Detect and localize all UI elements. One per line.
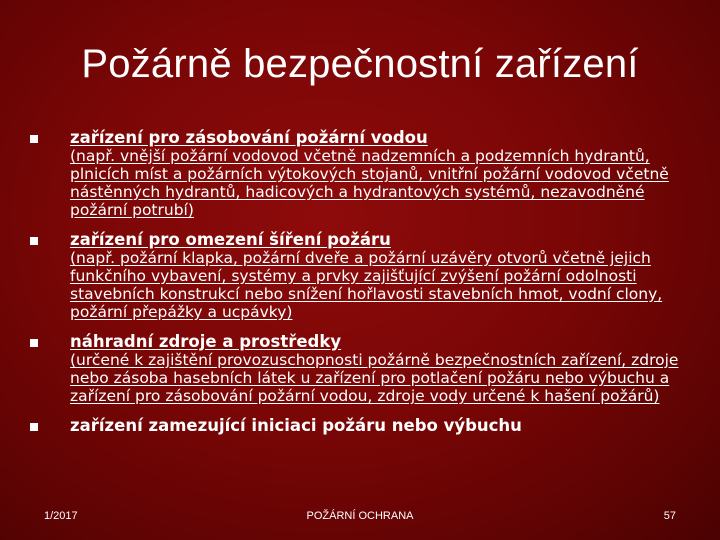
item-heading: náhradní zdroje a prostředky (70, 332, 342, 351)
list-item (30, 230, 690, 321)
item-description: (např. požární klapka, požární dveře a požární uzávěry otvorů včetně jejich funkčního vybavení, systémy a prvky zajišťující zvýšení požární odolnosti stavebních konstrukcí nebo snížení hořlavosti stavebních hmot, vodní clony, požární přepážky a ucpávky) (70, 249, 663, 321)
slide-number: 57 (663, 510, 676, 522)
square-bullet-icon (30, 237, 38, 245)
list-item (30, 416, 690, 436)
slide-title: Požárně bezpečnostní zařízení (81, 42, 639, 86)
item-heading: zařízení zamezující iniciaci požáru nebo výbuchu (70, 416, 522, 435)
item-heading: zařízení pro zásobování požární vodou (70, 128, 428, 147)
square-bullet-icon (30, 339, 38, 347)
list-item (30, 332, 690, 405)
item-heading: zařízení pro omezení šíření požáru (70, 230, 391, 249)
footer-title: POŽÁRNÍ OCHRANA (306, 510, 414, 522)
bullet-list (30, 128, 690, 447)
item-description: (určené k zajištění provozuschopnosti požárně bezpečnostních zařízení, zdroje nebo zásoba hasebních látek u zařízení pro potlačení požáru nebo výbuchu a zařízení pro zásobování požární vodou, zdroje vody určené k hašení požárů) (70, 351, 679, 405)
square-bullet-icon (30, 135, 38, 143)
square-bullet-icon (30, 423, 38, 431)
footer-date: 1/2017 (44, 510, 78, 522)
item-description: (např. vnější požární vodovod včetně nadzemních a podzemních hydrantů, plnicích míst a požárních výtokových stojanů, vnitřní požární vodovod včetně nástěnných hydrantů, hadicových a hydrantových systémů, nezavodněné požární potrubí) (70, 147, 669, 219)
list-item (30, 128, 690, 219)
